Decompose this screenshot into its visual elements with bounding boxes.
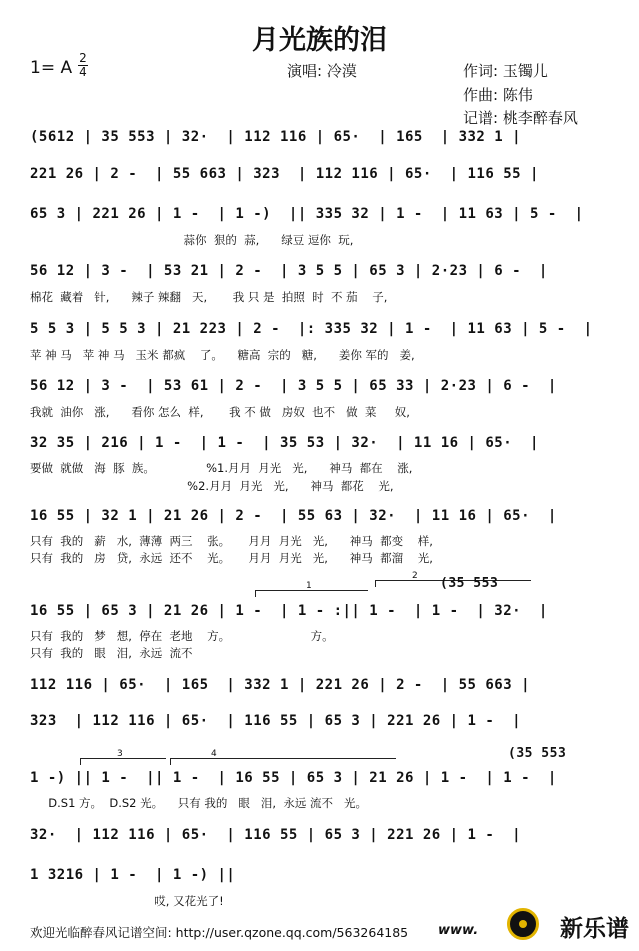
volta-2: 2 [375,580,531,587]
score-line: 112 116 | 65· | 165 | 332 1 | 221 26 | 2 - | 55 663 | [30,677,531,693]
score-line: 1 3216 | 1 - | 1 -) || [30,867,236,883]
score-line: 1 -) || 1 - || 1 - | 16 55 | 65 3 | 21 26 | 1 - | 1 - | [30,770,557,786]
time-sig-top: 2 [79,51,87,65]
lyric-line: %2.月月 月光 光, 神马 都花 光, [30,479,394,493]
lyric-line: 只有 我的 薪 水, 薄薄 两三 张。 月月 月光 光, 神马 都变 样, [30,534,433,548]
lyric-line: 我就 油你 涨, 看你 怎么 样, 我 不 做 房奴 也不 做 菜 奴, [30,405,410,419]
lyric-line: 棉花 藏着 针, 辣子 辣翻 天, 我 只 是 拍照 时 不 茄 子, [30,290,388,304]
score-line: 5 5 3 | 5 5 3 | 21 223 | 2 - |: 335 32 | 1 - | 11 63 | 5 - | [30,321,593,337]
key-signature: 1= A [30,58,73,78]
logo-disc-icon [507,908,539,940]
score-line: 221 26 | 2 - | 55 663 | 323 | 112 116 | 65· | 116 55 | [30,166,539,182]
lyricist-credit: 作词: 玉镯儿 [463,62,548,80]
score-line: 56 12 | 3 - | 53 61 | 2 - | 3 5 5 | 65 33 | 2·23 | 6 - | [30,378,557,394]
lyric-line: 蒜你 狠的 蒜, 绿豆 逗你 玩, [30,233,354,247]
score-line: 16 55 | 32 1 | 21 26 | 2 - | 55 63 | 32· | 11 16 | 65· | [30,508,557,524]
lyric-line: 只有 我的 房 贷, 永远 还不 光。 月月 月光 光, 神马 都溜 光, [30,551,433,565]
composer-credit: 作曲: 陈伟 [463,86,533,104]
time-sig-bottom: 4 [79,65,87,79]
watermark-text: www. [438,923,479,938]
lyric-line: 只有 我的 眼 泪, 永远 流不 [30,646,193,660]
transcriber-credit: 记谱: 桃李醉春风 [463,109,578,127]
score-line: 32· | 112 116 | 65· | 116 55 | 65 3 | 221 26 | 1 - | [30,827,522,843]
volta-4: 4 [170,758,396,765]
site-logo: 新乐谱 [560,916,629,942]
score-line: (5612 | 35 553 | 32· | 112 116 | 65· | 165 | 332 1 | [30,129,522,145]
lyric-line: 只有 我的 梦 想, 停在 老地 方。 方。 [30,629,334,643]
score-line: 323 | 112 116 | 65· | 116 55 | 65 3 | 221 26 | 1 - | [30,713,522,729]
volta-1: 1 [255,590,368,597]
volta-2-notes: (35 553 [440,576,499,591]
lyric-line: 苹 神 马 苹 神 马 玉米 都疯 了。 糖高 宗的 糖, 姜你 军的 姜, [30,348,415,362]
lyric-line: 哎, 又花光了! [30,894,224,908]
score-line: 16 55 | 65 3 | 21 26 | 1 - | 1 - :|| 1 - | 1 - | 32· | [30,603,548,619]
score-line: 32 35 | 216 | 1 - | 1 - | 35 53 | 32· | 11 16 | 65· | [30,435,539,451]
singer-credit: 演唱: 冷漠 [287,62,357,80]
lyric-line: D.S1 方。 D.S2 光。 只有 我的 眼 泪, 永远 流不 光。 [30,796,367,810]
score-line: 56 12 | 3 - | 53 21 | 2 - | 3 5 5 | 65 3 | 2·23 | 6 - | [30,263,548,279]
lyric-line: 要做 就做 海 豚 族。 %1.月月 月光 光, 神马 都在 涨, [30,461,413,475]
footer-text: 欢迎光临醉春风记谱空间: http://user.qzone.qq.com/563264185 [30,925,409,940]
volta-4-notes: (35 553 [508,746,567,761]
time-signature [78,52,88,79]
score-line: 65 3 | 221 26 | 1 - | 1 -) || 335 32 | 1 - | 11 63 | 5 - | [30,206,584,222]
song-title: 月光族的泪 [252,25,387,56]
volta-3: 3 [80,758,166,765]
